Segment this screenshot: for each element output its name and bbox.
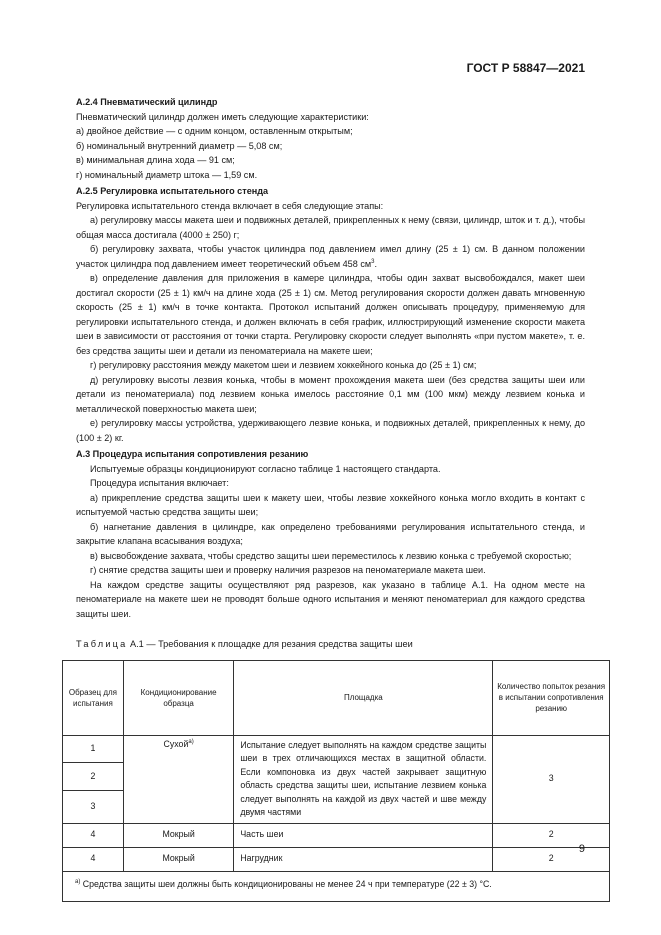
table-caption-label: Таблица	[76, 639, 128, 649]
a25-item: г) регулировку расстояния между макетом шеи и лезвием хоккейного конька до (25 ± 1) см;	[90, 360, 477, 370]
heading-a24: А.2.4 Пневматический цилиндр	[76, 97, 218, 107]
table-cell: Испытание следует выполнять на каждом средстве защиты шеи в трех отличающихся местах в защитной области. Если компоновка из двух частей закрывает защитную область средства защиты шеи, испытание лезвием конька следует выполнять на каждой из двух частей и шве между двумя частями	[234, 735, 493, 823]
page-number: 9	[578, 843, 585, 855]
a3-paragraph: Испытуемые образцы кондиционируют согласно таблице 1 настоящего стандарта.	[90, 463, 441, 474]
table-cell: Часть шеи	[234, 823, 493, 847]
table-caption	[76, 637, 585, 652]
table-cell: 4	[63, 823, 124, 847]
a25-item-text: б) регулировку захвата, чтобы участок цилиндра под давлением имел длину (25 ± 1) см. В данном положении участок цилиндра под давлением имеет теоретический объем 458 см	[76, 244, 585, 269]
a3-item: в) высвобождение захвата, чтобы средство защиты шеи переместилось к лезвию конька с требуемой скоростью;	[90, 550, 572, 561]
table-caption-text: А.1 — Требования к площадке для резания средства защиты шеи	[130, 639, 413, 649]
table-row	[63, 847, 610, 871]
a25-item: а) регулировку массы макета шеи и подвижных деталей, прикрепленных к нему (связи, цилиндр, шток и т. д.), чтобы общая масса достигала (4000 ± 250) г;	[76, 215, 585, 240]
page-content	[68, 93, 606, 902]
a3-item: а) прикрепление средства защиты шеи к макету шеи, чтобы лезвие хоккейного конька могло входить в контакт с испытуемой частью средства защиты шеи;	[76, 492, 585, 517]
table-cell: 1	[63, 735, 124, 763]
a24-item: в) минимальная длина хода — 91 см;	[76, 155, 235, 165]
a25-item	[76, 242, 585, 271]
a25-item: д) регулировку высоты лезвия конька, чтобы в момент прохождения макета шеи (без средства защиты шеи или детали из пеноматериала) под лезвием конька имелось расстояние 0,1 мм (100 мкм) между лезвием конька и металлической поверхностью макета шеи;	[76, 374, 585, 414]
table-cell: 3	[493, 735, 610, 823]
table-row	[63, 823, 610, 847]
document-code: ГОСТ Р 58847—2021	[466, 61, 585, 75]
footnote-text: Средства защиты шеи должны быть кондиционированы не менее 24 ч при температуре (22 ± 3) °С.	[82, 878, 492, 889]
table-cell: Мокрый	[123, 847, 233, 871]
column-header: Образец для испытания	[63, 660, 124, 735]
table-cell: 2	[63, 763, 124, 791]
footnote-mark: а)	[75, 878, 81, 885]
column-header: Площадка	[234, 660, 493, 735]
a3-paragraph: Процедура испытания включает:	[90, 478, 229, 488]
table-footnote-row	[63, 871, 610, 902]
table-footnote	[63, 871, 610, 902]
cond-text: Сухой	[163, 738, 189, 749]
a24-intro: Пневматический цилиндр должен иметь следующие характеристики:	[76, 111, 369, 122]
a25-item: в) определение давления для приложения в камере цилиндра, чтобы один захват высвобождался, макет шеи достигал скорости (25 ± 1) км/ч на длине хода (25 ± 1) см. Метод регулирования скорости должен давать мгновенную скорость (25 ± 1) км/ч в точке контакта. Протокол испытаний должен описывать процедуру, применяемую для регулировки испытательного стенда, и должен включать в себя график, иллюстрирующий изменение скорости макета шеи в зависимости от расстояния от точки старта. Регулировку скорости следует выполнять «при пустом макете», т. е. без средства защиты шеи и детали из пеноматериала на макете шеи;	[76, 273, 585, 356]
period: .	[374, 258, 377, 269]
a3-item: б) нагнетание давления в цилиндре, как определено требованиями регулирования испытательного стенда, и закрытие клапана всасывания воздуха;	[76, 521, 585, 546]
column-header: Количество попыток резания в испытании сопротивления резанию	[493, 660, 610, 735]
table-cell: Мокрый	[123, 823, 233, 847]
a24-item: б) номинальный внутренний диаметр — 5,08 см;	[76, 140, 283, 151]
table-cell: 4	[63, 847, 124, 871]
table-row	[63, 735, 610, 763]
table-header-row	[63, 660, 610, 735]
table-cell: 3	[63, 791, 124, 823]
table-cell: Нагрудник	[234, 847, 493, 871]
a24-item: г) номинальный диаметр штока — 1,59 см.	[76, 169, 258, 180]
column-header: Кондиционирование образца	[123, 660, 233, 735]
a24-item: а) двойное действие — с одним концом, оставленным открытым;	[76, 126, 353, 136]
a25-item: е) регулировку массы устройства, удерживающего лезвие конька, и подвижных деталей, прикрепленных к нему, до (100 ± 2) кг.	[76, 418, 585, 443]
superscript: 3	[371, 258, 375, 265]
requirements-table	[62, 660, 610, 903]
footnote-ref: а)	[188, 738, 194, 745]
heading-a3: А.3 Процедура испытания сопротивления резанию	[76, 449, 309, 459]
a3-item: г) снятие средства защиты шеи и проверку наличия разрезов на пеноматериале макета шеи.	[90, 565, 486, 575]
table-cell: 2	[493, 823, 610, 847]
table-cell	[123, 735, 233, 823]
heading-a25: А.2.5 Регулировка испытательного стенда	[76, 186, 269, 196]
table-cell: 2	[493, 847, 610, 871]
a25-intro: Регулировка испытательного стенда включает в себя следующие этапы:	[76, 200, 384, 211]
a3-paragraph: На каждом средстве защиты осуществляют ряд разрезов, как указано в таблице А.1. На одном месте на пеноматериале на макете шеи не проводят больше одного испытания и меняют пеноматериал для каждого средства защиты шеи.	[76, 579, 585, 619]
